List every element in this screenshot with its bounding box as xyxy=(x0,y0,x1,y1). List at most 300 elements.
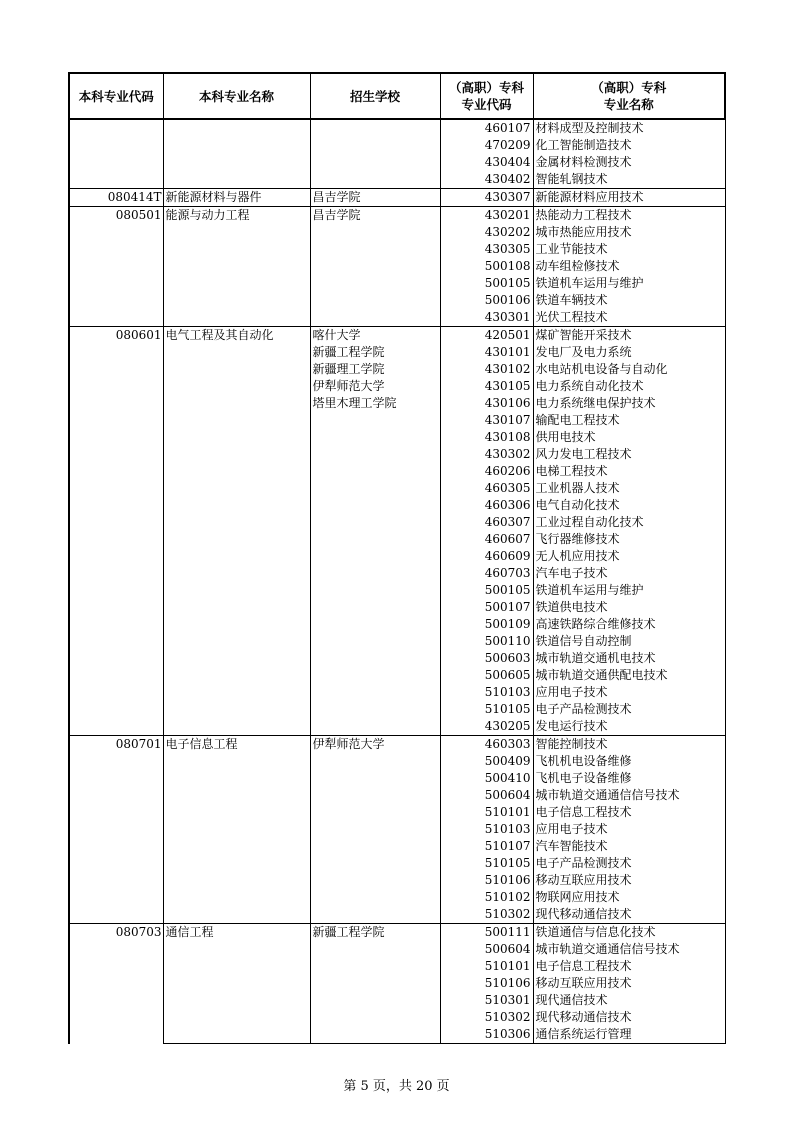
table-row xyxy=(69,309,725,327)
vocational-name-cell: 光伏工程技术 xyxy=(533,309,725,327)
vocational-code-cell: 510103 xyxy=(440,821,533,838)
school-cell: 新疆理工学院 xyxy=(310,361,440,378)
vocational-name-cell: 动车组检修技术 xyxy=(533,258,725,275)
table-row xyxy=(69,787,725,804)
undergrad-code-cell xyxy=(69,171,163,189)
undergrad-code-cell xyxy=(69,412,163,429)
school-cell xyxy=(310,412,440,429)
undergrad-name-cell xyxy=(163,650,310,667)
school-cell xyxy=(310,446,440,463)
vocational-name-cell: 风力发电工程技术 xyxy=(533,446,725,463)
undergrad-code-cell xyxy=(69,650,163,667)
undergrad-code-cell xyxy=(69,804,163,821)
table-row xyxy=(69,889,725,906)
vocational-name-cell: 通信系统运行管理 xyxy=(533,1026,725,1044)
vocational-code-cell: 500604 xyxy=(440,941,533,958)
undergrad-code-cell xyxy=(69,531,163,548)
vocational-code-cell: 500109 xyxy=(440,616,533,633)
undergrad-name-cell xyxy=(163,446,310,463)
vocational-code-cell: 430101 xyxy=(440,344,533,361)
table-row xyxy=(69,446,725,463)
vocational-name-cell: 智能控制技术 xyxy=(533,736,725,754)
school-cell xyxy=(310,872,440,889)
header-undergrad-code: 本科专业代码 xyxy=(69,73,163,119)
table-row xyxy=(69,992,725,1009)
vocational-code-cell: 500603 xyxy=(440,650,533,667)
undergrad-name-cell xyxy=(163,378,310,395)
undergrad-code-cell: 080701 xyxy=(69,736,163,754)
vocational-code-cell: 460107 xyxy=(440,119,533,137)
school-cell xyxy=(310,1009,440,1026)
undergrad-name-cell xyxy=(163,361,310,378)
vocational-name-cell: 现代移动通信技术 xyxy=(533,906,725,924)
vocational-name-cell: 输配电工程技术 xyxy=(533,412,725,429)
table-row xyxy=(69,412,725,429)
school-cell xyxy=(310,565,440,582)
table-row xyxy=(69,137,725,154)
undergrad-code-cell xyxy=(69,855,163,872)
undergrad-name-cell xyxy=(163,480,310,497)
vocational-code-cell: 510105 xyxy=(440,701,533,718)
undergrad-name-cell xyxy=(163,224,310,241)
table-row xyxy=(69,770,725,787)
table-row xyxy=(69,975,725,992)
undergrad-code-cell xyxy=(69,941,163,958)
vocational-code-cell: 510306 xyxy=(440,1026,533,1044)
undergrad-code-cell xyxy=(69,958,163,975)
table-row xyxy=(69,241,725,258)
table-row xyxy=(69,924,725,942)
vocational-code-cell: 430105 xyxy=(440,378,533,395)
vocational-code-cell: 430201 xyxy=(440,207,533,225)
vocational-name-cell: 城市轨道交通机电技术 xyxy=(533,650,725,667)
undergrad-code-cell xyxy=(69,154,163,171)
vocational-name-cell: 飞机电子设备维修 xyxy=(533,770,725,787)
table-row xyxy=(69,838,725,855)
school-cell: 伊犁师范大学 xyxy=(310,378,440,395)
school-cell xyxy=(310,975,440,992)
undergrad-code-cell xyxy=(69,701,163,718)
header-row xyxy=(69,73,725,119)
school-cell xyxy=(310,531,440,548)
school-cell xyxy=(310,633,440,650)
undergrad-name-cell xyxy=(163,701,310,718)
header-school: 招生学校 xyxy=(310,73,440,119)
undergrad-code-cell xyxy=(69,992,163,1009)
undergrad-code-cell xyxy=(69,309,163,327)
undergrad-code-cell xyxy=(69,344,163,361)
undergrad-name-cell xyxy=(163,119,310,137)
vocational-code-cell: 460307 xyxy=(440,514,533,531)
school-cell: 塔里木理工学院 xyxy=(310,395,440,412)
table-row xyxy=(69,258,725,275)
school-cell: 伊犁师范大学 xyxy=(310,736,440,754)
undergrad-name-cell xyxy=(163,787,310,804)
school-cell: 新疆工程学院 xyxy=(310,344,440,361)
vocational-name-cell: 电梯工程技术 xyxy=(533,463,725,480)
vocational-name-cell: 高速铁路综合维修技术 xyxy=(533,616,725,633)
vocational-code-cell: 420501 xyxy=(440,327,533,345)
vocational-name-cell: 金属材料检测技术 xyxy=(533,154,725,171)
undergrad-code-cell xyxy=(69,275,163,292)
undergrad-name-cell xyxy=(163,275,310,292)
table-row xyxy=(69,599,725,616)
vocational-name-cell: 智能轧钢技术 xyxy=(533,171,725,189)
header-vocational-name: （高职）专科 专业名称 xyxy=(533,73,725,119)
school-cell xyxy=(310,119,440,137)
undergrad-name-cell xyxy=(163,309,310,327)
undergrad-name-cell: 电气工程及其自动化 xyxy=(163,327,310,345)
undergrad-name-cell xyxy=(163,633,310,650)
school-cell xyxy=(310,958,440,975)
vocational-code-cell: 430205 xyxy=(440,718,533,736)
vocational-name-cell: 电力系统自动化技术 xyxy=(533,378,725,395)
table-row xyxy=(69,821,725,838)
school-cell xyxy=(310,514,440,531)
majors-table xyxy=(68,72,726,1044)
table-row xyxy=(69,531,725,548)
table-row xyxy=(69,633,725,650)
undergrad-code-cell xyxy=(69,224,163,241)
table-row xyxy=(69,224,725,241)
undergrad-code-cell xyxy=(69,548,163,565)
undergrad-name-cell: 能源与动力工程 xyxy=(163,207,310,225)
undergrad-code-cell xyxy=(69,292,163,309)
vocational-code-cell: 460206 xyxy=(440,463,533,480)
header-vocational-code: （高职）专科 专业代码 xyxy=(440,73,533,119)
vocational-name-cell: 工业机器人技术 xyxy=(533,480,725,497)
school-cell xyxy=(310,497,440,514)
vocational-code-cell: 460703 xyxy=(440,565,533,582)
vocational-code-cell: 430305 xyxy=(440,241,533,258)
table-row xyxy=(69,429,725,446)
vocational-code-cell: 460303 xyxy=(440,736,533,754)
vocational-name-cell: 现代移动通信技术 xyxy=(533,1009,725,1026)
school-cell xyxy=(310,292,440,309)
vocational-name-cell: 新能源材料应用技术 xyxy=(533,189,725,207)
school-cell xyxy=(310,855,440,872)
vocational-code-cell: 510302 xyxy=(440,1009,533,1026)
vocational-code-cell: 500604 xyxy=(440,787,533,804)
vocational-name-cell: 工业过程自动化技术 xyxy=(533,514,725,531)
table-row xyxy=(69,855,725,872)
school-cell xyxy=(310,616,440,633)
vocational-code-cell: 470209 xyxy=(440,137,533,154)
vocational-code-cell: 460609 xyxy=(440,548,533,565)
undergrad-code-cell xyxy=(69,616,163,633)
school-cell xyxy=(310,154,440,171)
vocational-name-cell: 化工智能制造技术 xyxy=(533,137,725,154)
vocational-code-cell: 430402 xyxy=(440,171,533,189)
undergrad-name-cell xyxy=(163,344,310,361)
vocational-name-cell: 城市轨道交通供配电技术 xyxy=(533,667,725,684)
undergrad-name-cell xyxy=(163,582,310,599)
vocational-name-cell: 电子产品检测技术 xyxy=(533,701,725,718)
undergrad-code-cell: 080414T xyxy=(69,189,163,207)
undergrad-code-cell xyxy=(69,889,163,906)
undergrad-name-cell xyxy=(163,718,310,736)
undergrad-name-cell: 电子信息工程 xyxy=(163,736,310,754)
vocational-code-cell: 430302 xyxy=(440,446,533,463)
undergrad-code-cell xyxy=(69,906,163,924)
undergrad-code-cell xyxy=(69,378,163,395)
vocational-code-cell: 430301 xyxy=(440,309,533,327)
undergrad-name-cell xyxy=(163,855,310,872)
vocational-code-cell: 500105 xyxy=(440,275,533,292)
table-row xyxy=(69,171,725,189)
vocational-code-cell: 500410 xyxy=(440,770,533,787)
table-row xyxy=(69,872,725,889)
vocational-name-cell: 城市轨道交通通信信号技术 xyxy=(533,787,725,804)
undergrad-name-cell xyxy=(163,975,310,992)
undergrad-name-cell xyxy=(163,684,310,701)
undergrad-code-cell xyxy=(69,395,163,412)
undergrad-name-cell xyxy=(163,872,310,889)
school-cell xyxy=(310,718,440,736)
undergrad-name-cell xyxy=(163,137,310,154)
table-row xyxy=(69,753,725,770)
vocational-name-cell: 飞行器维修技术 xyxy=(533,531,725,548)
vocational-code-cell: 500111 xyxy=(440,924,533,942)
undergrad-code-cell xyxy=(69,514,163,531)
vocational-code-cell: 460305 xyxy=(440,480,533,497)
undergrad-name-cell: 通信工程 xyxy=(163,924,310,942)
vocational-name-cell: 煤矿智能开采技术 xyxy=(533,327,725,345)
table-row xyxy=(69,275,725,292)
school-cell xyxy=(310,480,440,497)
school-cell xyxy=(310,753,440,770)
vocational-code-cell: 510101 xyxy=(440,958,533,975)
undergrad-code-cell xyxy=(69,565,163,582)
vocational-name-cell: 现代通信技术 xyxy=(533,992,725,1009)
undergrad-name-cell xyxy=(163,838,310,855)
table-row xyxy=(69,941,725,958)
vocational-code-cell: 500110 xyxy=(440,633,533,650)
undergrad-code-cell xyxy=(69,718,163,736)
table-row xyxy=(69,736,725,754)
vocational-name-cell: 工业节能技术 xyxy=(533,241,725,258)
table-row xyxy=(69,463,725,480)
undergrad-name-cell xyxy=(163,906,310,924)
school-cell xyxy=(310,309,440,327)
school-cell xyxy=(310,941,440,958)
vocational-code-cell: 500107 xyxy=(440,599,533,616)
school-cell xyxy=(310,582,440,599)
vocational-code-cell: 500108 xyxy=(440,258,533,275)
vocational-code-cell: 510106 xyxy=(440,872,533,889)
undergrad-name-cell xyxy=(163,1009,310,1026)
vocational-code-cell: 430107 xyxy=(440,412,533,429)
table-row xyxy=(69,906,725,924)
school-cell xyxy=(310,906,440,924)
vocational-code-cell: 510302 xyxy=(440,906,533,924)
vocational-code-cell: 510105 xyxy=(440,855,533,872)
undergrad-name-cell xyxy=(163,429,310,446)
school-cell xyxy=(310,821,440,838)
school-cell xyxy=(310,241,440,258)
undergrad-name-cell xyxy=(163,463,310,480)
undergrad-code-cell xyxy=(69,753,163,770)
vocational-code-cell: 510102 xyxy=(440,889,533,906)
undergrad-name-cell xyxy=(163,548,310,565)
school-cell xyxy=(310,804,440,821)
school-cell: 昌吉学院 xyxy=(310,189,440,207)
undergrad-code-cell xyxy=(69,429,163,446)
vocational-name-cell: 材料成型及控制技术 xyxy=(533,119,725,137)
school-cell xyxy=(310,992,440,1009)
table-body xyxy=(69,119,725,1044)
table-row xyxy=(69,395,725,412)
vocational-code-cell: 430202 xyxy=(440,224,533,241)
undergrad-name-cell xyxy=(163,992,310,1009)
undergrad-code-cell xyxy=(69,361,163,378)
undergrad-name-cell xyxy=(163,889,310,906)
table-row xyxy=(69,1026,725,1044)
school-cell xyxy=(310,137,440,154)
table-row xyxy=(69,548,725,565)
header-undergrad-name: 本科专业名称 xyxy=(163,73,310,119)
vocational-name-cell: 城市轨道交通通信信号技术 xyxy=(533,941,725,958)
school-cell xyxy=(310,275,440,292)
undergrad-name-cell xyxy=(163,753,310,770)
table-row xyxy=(69,684,725,701)
school-cell xyxy=(310,770,440,787)
school-cell xyxy=(310,463,440,480)
vocational-code-cell: 510106 xyxy=(440,975,533,992)
undergrad-name-cell xyxy=(163,531,310,548)
table-row xyxy=(69,207,725,225)
undergrad-name-cell xyxy=(163,941,310,958)
undergrad-code-cell xyxy=(69,497,163,514)
page-footer: 第 5 页，共 20 页 xyxy=(343,1079,450,1094)
vocational-code-cell: 430106 xyxy=(440,395,533,412)
undergrad-name-cell xyxy=(163,599,310,616)
undergrad-name-cell xyxy=(163,154,310,171)
undergrad-code-cell xyxy=(69,633,163,650)
undergrad-name-cell xyxy=(163,667,310,684)
school-cell xyxy=(310,889,440,906)
vocational-name-cell: 水电站机电设备与自动化 xyxy=(533,361,725,378)
vocational-name-cell: 供用电技术 xyxy=(533,429,725,446)
undergrad-code-cell: 080501 xyxy=(69,207,163,225)
table-row xyxy=(69,497,725,514)
vocational-name-cell: 铁道机车运用与维护 xyxy=(533,582,725,599)
table-row xyxy=(69,378,725,395)
undergrad-name-cell xyxy=(163,565,310,582)
undergrad-name-cell xyxy=(163,1026,310,1044)
table-row xyxy=(69,616,725,633)
table-row xyxy=(69,292,725,309)
undergrad-code-cell xyxy=(69,582,163,599)
table-row xyxy=(69,119,725,137)
undergrad-name-cell xyxy=(163,821,310,838)
vocational-code-cell: 460607 xyxy=(440,531,533,548)
vocational-name-cell: 应用电子技术 xyxy=(533,821,725,838)
undergrad-name-cell xyxy=(163,958,310,975)
school-cell: 新疆工程学院 xyxy=(310,924,440,942)
vocational-code-cell: 510103 xyxy=(440,684,533,701)
vocational-name-cell: 电力系统继电保护技术 xyxy=(533,395,725,412)
vocational-code-cell: 500105 xyxy=(440,582,533,599)
vocational-name-cell: 铁道机车运用与维护 xyxy=(533,275,725,292)
table-row xyxy=(69,565,725,582)
table-row xyxy=(69,344,725,361)
undergrad-code-cell xyxy=(69,480,163,497)
school-cell xyxy=(310,684,440,701)
undergrad-code-cell xyxy=(69,872,163,889)
table-row xyxy=(69,327,725,345)
school-cell xyxy=(310,599,440,616)
undergrad-code-cell xyxy=(69,258,163,275)
school-cell xyxy=(310,429,440,446)
table-row xyxy=(69,514,725,531)
vocational-name-cell: 汽车智能技术 xyxy=(533,838,725,855)
table-row xyxy=(69,667,725,684)
vocational-code-cell: 510301 xyxy=(440,992,533,1009)
table-row xyxy=(69,582,725,599)
vocational-name-cell: 电气自动化技术 xyxy=(533,497,725,514)
undergrad-name-cell xyxy=(163,292,310,309)
undergrad-name-cell xyxy=(163,497,310,514)
school-cell xyxy=(310,701,440,718)
vocational-name-cell: 电子信息工程技术 xyxy=(533,804,725,821)
undergrad-name-cell xyxy=(163,395,310,412)
vocational-name-cell: 电子产品检测技术 xyxy=(533,855,725,872)
undergrad-name-cell xyxy=(163,412,310,429)
vocational-name-cell: 城市热能应用技术 xyxy=(533,224,725,241)
vocational-code-cell: 430404 xyxy=(440,154,533,171)
vocational-code-cell: 510101 xyxy=(440,804,533,821)
undergrad-code-cell xyxy=(69,446,163,463)
undergrad-name-cell xyxy=(163,514,310,531)
school-cell xyxy=(310,787,440,804)
vocational-code-cell: 430108 xyxy=(440,429,533,446)
table-row xyxy=(69,718,725,736)
undergrad-code-cell xyxy=(69,1026,163,1044)
undergrad-code-cell xyxy=(69,137,163,154)
undergrad-code-cell xyxy=(69,821,163,838)
school-cell: 喀什大学 xyxy=(310,327,440,345)
undergrad-code-cell xyxy=(69,119,163,137)
vocational-name-cell: 铁道车辆技术 xyxy=(533,292,725,309)
vocational-name-cell: 汽车电子技术 xyxy=(533,565,725,582)
undergrad-name-cell xyxy=(163,241,310,258)
undergrad-code-cell xyxy=(69,463,163,480)
undergrad-name-cell: 新能源材料与器件 xyxy=(163,189,310,207)
undergrad-code-cell xyxy=(69,667,163,684)
school-cell xyxy=(310,224,440,241)
table-row xyxy=(69,154,725,171)
undergrad-name-cell xyxy=(163,171,310,189)
vocational-name-cell: 电子信息工程技术 xyxy=(533,958,725,975)
undergrad-code-cell xyxy=(69,599,163,616)
undergrad-code-cell xyxy=(69,684,163,701)
vocational-code-cell: 500605 xyxy=(440,667,533,684)
table-row xyxy=(69,701,725,718)
vocational-code-cell: 510107 xyxy=(440,838,533,855)
undergrad-name-cell xyxy=(163,804,310,821)
vocational-name-cell: 应用电子技术 xyxy=(533,684,725,701)
undergrad-code-cell xyxy=(69,975,163,992)
vocational-name-cell: 发电运行技术 xyxy=(533,718,725,736)
vocational-name-cell: 热能动力工程技术 xyxy=(533,207,725,225)
school-cell xyxy=(310,258,440,275)
vocational-name-cell: 移动互联应用技术 xyxy=(533,872,725,889)
table-row xyxy=(69,480,725,497)
vocational-code-cell: 430102 xyxy=(440,361,533,378)
undergrad-name-cell xyxy=(163,616,310,633)
school-cell xyxy=(310,1026,440,1044)
